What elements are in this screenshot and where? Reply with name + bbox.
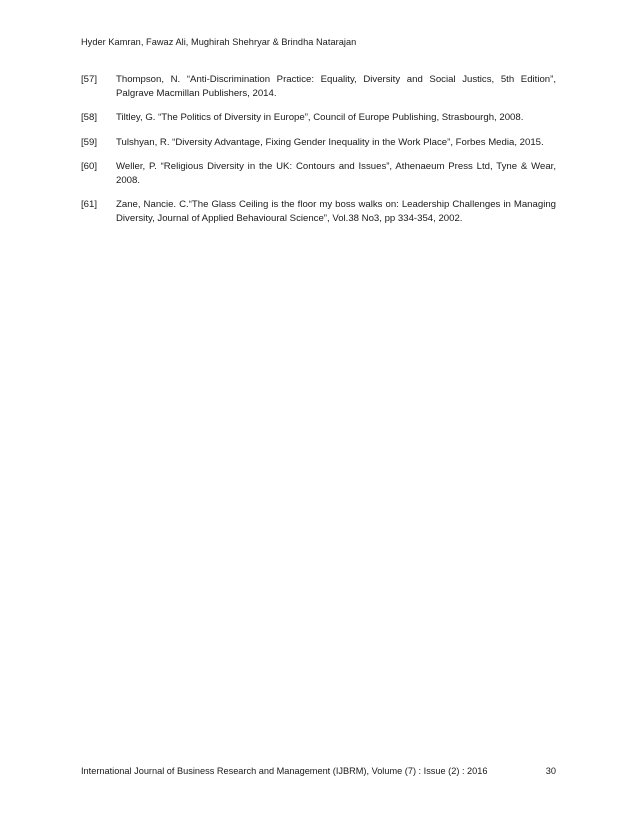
reference-text: Weller, P. “Religious Diversity in the UK: Contours and Issues”, Athenaeum Press Ltd, Tyne & Wear, 2008.: [116, 161, 556, 186]
reference-text: Tulshyan, R. “Diversity Advantage, Fixing Gender Inequality in the Work Place”, Forbes Media, 2015.: [116, 136, 544, 148]
reference-item: [81, 198, 556, 225]
reference-number: [58]: [81, 112, 98, 124]
running-header: Hyder Kamran, Fawaz Ali, Mughirah Shehryar & Brindha Natarajan: [81, 37, 357, 47]
page-number: 30: [545, 766, 556, 776]
reference-item: [81, 160, 556, 187]
reference-text: Zane, Nancie. C.“The Glass Ceiling is the floor my boss walks on: Leadership Challenges in Managing Diversity, Journal of Applied Behavioural Science”, Vol.38 No3, pp 334-354, 2002.: [116, 199, 556, 224]
reference-list: [81, 73, 556, 236]
reference-number: [60]: [81, 161, 98, 173]
reference-item: [81, 111, 556, 125]
reference-item: [81, 136, 556, 150]
reference-number: [57]: [81, 74, 98, 85]
reference-number: [61]: [81, 199, 98, 211]
journal-citation: International Journal of Business Research and Management (IJBRM), Volume (7) : Issue (2) : 2016: [81, 766, 488, 776]
running-footer: [81, 766, 556, 776]
reference-number: [59]: [81, 136, 98, 148]
reference-text: Tiltley, G. “The Politics of Diversity in Europe”, Council of Europe Publishing, Strasbourgh, 2008.: [116, 112, 524, 124]
reference-item: [81, 73, 556, 100]
reference-text: Thompson, N. “Anti-Discrimination Practice: Equality, Diversity and Social Justics, 5th Edition”, Palgrave Macmillan Publishers, 2014.: [116, 74, 556, 99]
